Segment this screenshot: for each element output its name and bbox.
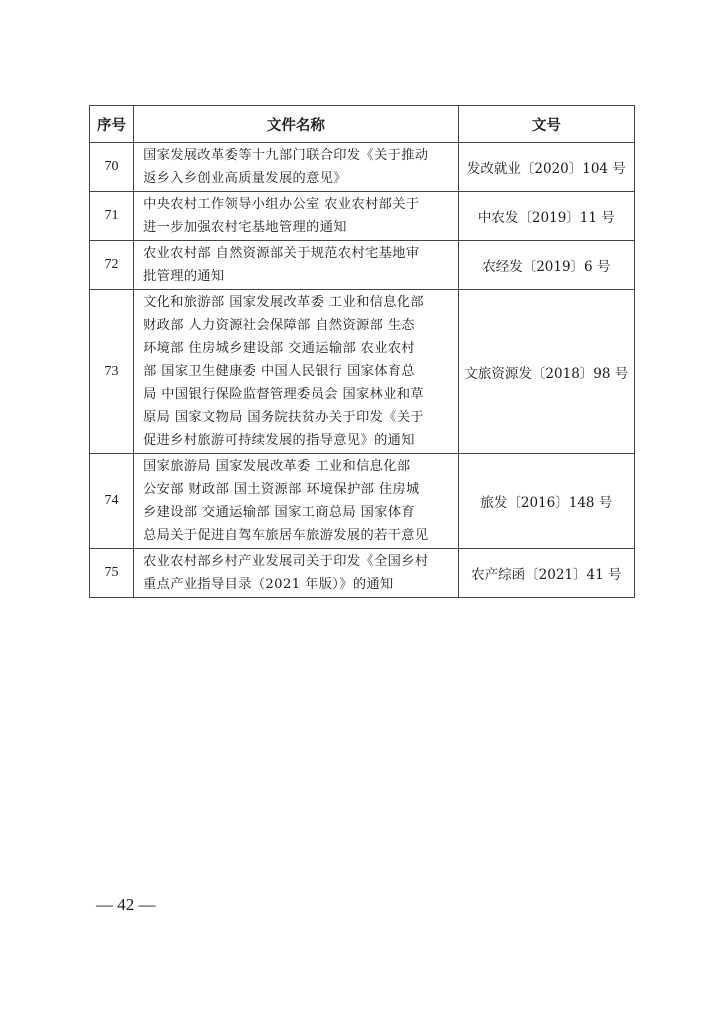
table-row bbox=[90, 143, 635, 192]
row-document-number: 发改就业〔2020〕104 号 bbox=[458, 143, 634, 192]
header-name: 文件名称 bbox=[134, 106, 459, 143]
row-document-name bbox=[134, 290, 459, 454]
document-name-line: 农业农村部 自然资源部关于规范农村宅基地审 bbox=[143, 246, 420, 261]
row-index: 73 bbox=[90, 290, 134, 454]
header-index: 序号 bbox=[90, 106, 134, 143]
document-name-line: 环境部 住房城乡建设部 交通运输部 农业农村 bbox=[143, 341, 416, 356]
document-name-line: 返乡入乡创业高质量发展的意见》 bbox=[143, 171, 347, 186]
row-index: 72 bbox=[90, 241, 134, 290]
row-document-name bbox=[134, 143, 459, 192]
document-name-line: 进一步加强农村宅基地管理的通知 bbox=[143, 220, 347, 235]
document-name-line: 部 国家卫生健康委 中国人民银行 国家体育总 bbox=[143, 364, 416, 379]
document-name-line: 局 中国银行保险监督管理委员会 国家林业和草 bbox=[143, 387, 425, 402]
row-index: 74 bbox=[90, 454, 134, 549]
document-name-line: 财政部 人力资源社会保障部 自然资源部 生态 bbox=[143, 318, 416, 333]
row-document-name bbox=[134, 549, 459, 598]
document-name-line: 公安部 财政部 国土资源部 环境保护部 住房城 bbox=[143, 482, 420, 497]
document-name-line: 原局 国家文物局 国务院扶贫办关于印发《关于 bbox=[143, 410, 425, 425]
document-table bbox=[89, 105, 635, 598]
table-row bbox=[90, 454, 635, 549]
row-document-number: 旅发〔2016〕148 号 bbox=[458, 454, 634, 549]
document-name-line: 重点产业指导目录（2021 年版）》的通知 bbox=[143, 577, 394, 592]
row-document-number: 农经发〔2019〕6 号 bbox=[458, 241, 634, 290]
table-row bbox=[90, 290, 635, 454]
header-number: 文号 bbox=[458, 106, 634, 143]
row-document-name bbox=[134, 454, 459, 549]
document-name-line: 促进乡村旅游可持续发展的指导意见》的通知 bbox=[143, 433, 415, 448]
page-number: — 42 — bbox=[96, 895, 156, 914]
document-name-line: 乡建设部 交通运输部 国家工商总局 国家体育 bbox=[143, 505, 416, 520]
document-name-line: 农业农村部乡村产业发展司关于印发《全国乡村 bbox=[143, 554, 429, 569]
table-row bbox=[90, 241, 635, 290]
document-name-line: 文化和旅游部 国家发展改革委 工业和信息化部 bbox=[143, 295, 425, 310]
table-row bbox=[90, 549, 635, 598]
row-document-number: 文旅资源发〔2018〕98 号 bbox=[458, 290, 634, 454]
document-name-line: 中央农村工作领导小组办公室 农业农村部关于 bbox=[143, 197, 420, 212]
table-header-row bbox=[90, 106, 635, 143]
row-document-name bbox=[134, 192, 459, 241]
row-document-number: 中农发〔2019〕11 号 bbox=[458, 192, 634, 241]
document-name-line: 国家发展改革委等十九部门联合印发《关于推动 bbox=[143, 148, 429, 163]
row-index: 70 bbox=[90, 143, 134, 192]
document-name-line: 总局关于促进自驾车旅居车旅游发展的若干意见 bbox=[143, 528, 429, 543]
table-row bbox=[90, 192, 635, 241]
document-name-line: 国家旅游局 国家发展改革委 工业和信息化部 bbox=[143, 459, 411, 474]
row-index: 71 bbox=[90, 192, 134, 241]
row-document-name bbox=[134, 241, 459, 290]
document-name-line: 批管理的通知 bbox=[143, 269, 225, 284]
row-index: 75 bbox=[90, 549, 134, 598]
row-document-number: 农产综函〔2021〕41 号 bbox=[458, 549, 634, 598]
